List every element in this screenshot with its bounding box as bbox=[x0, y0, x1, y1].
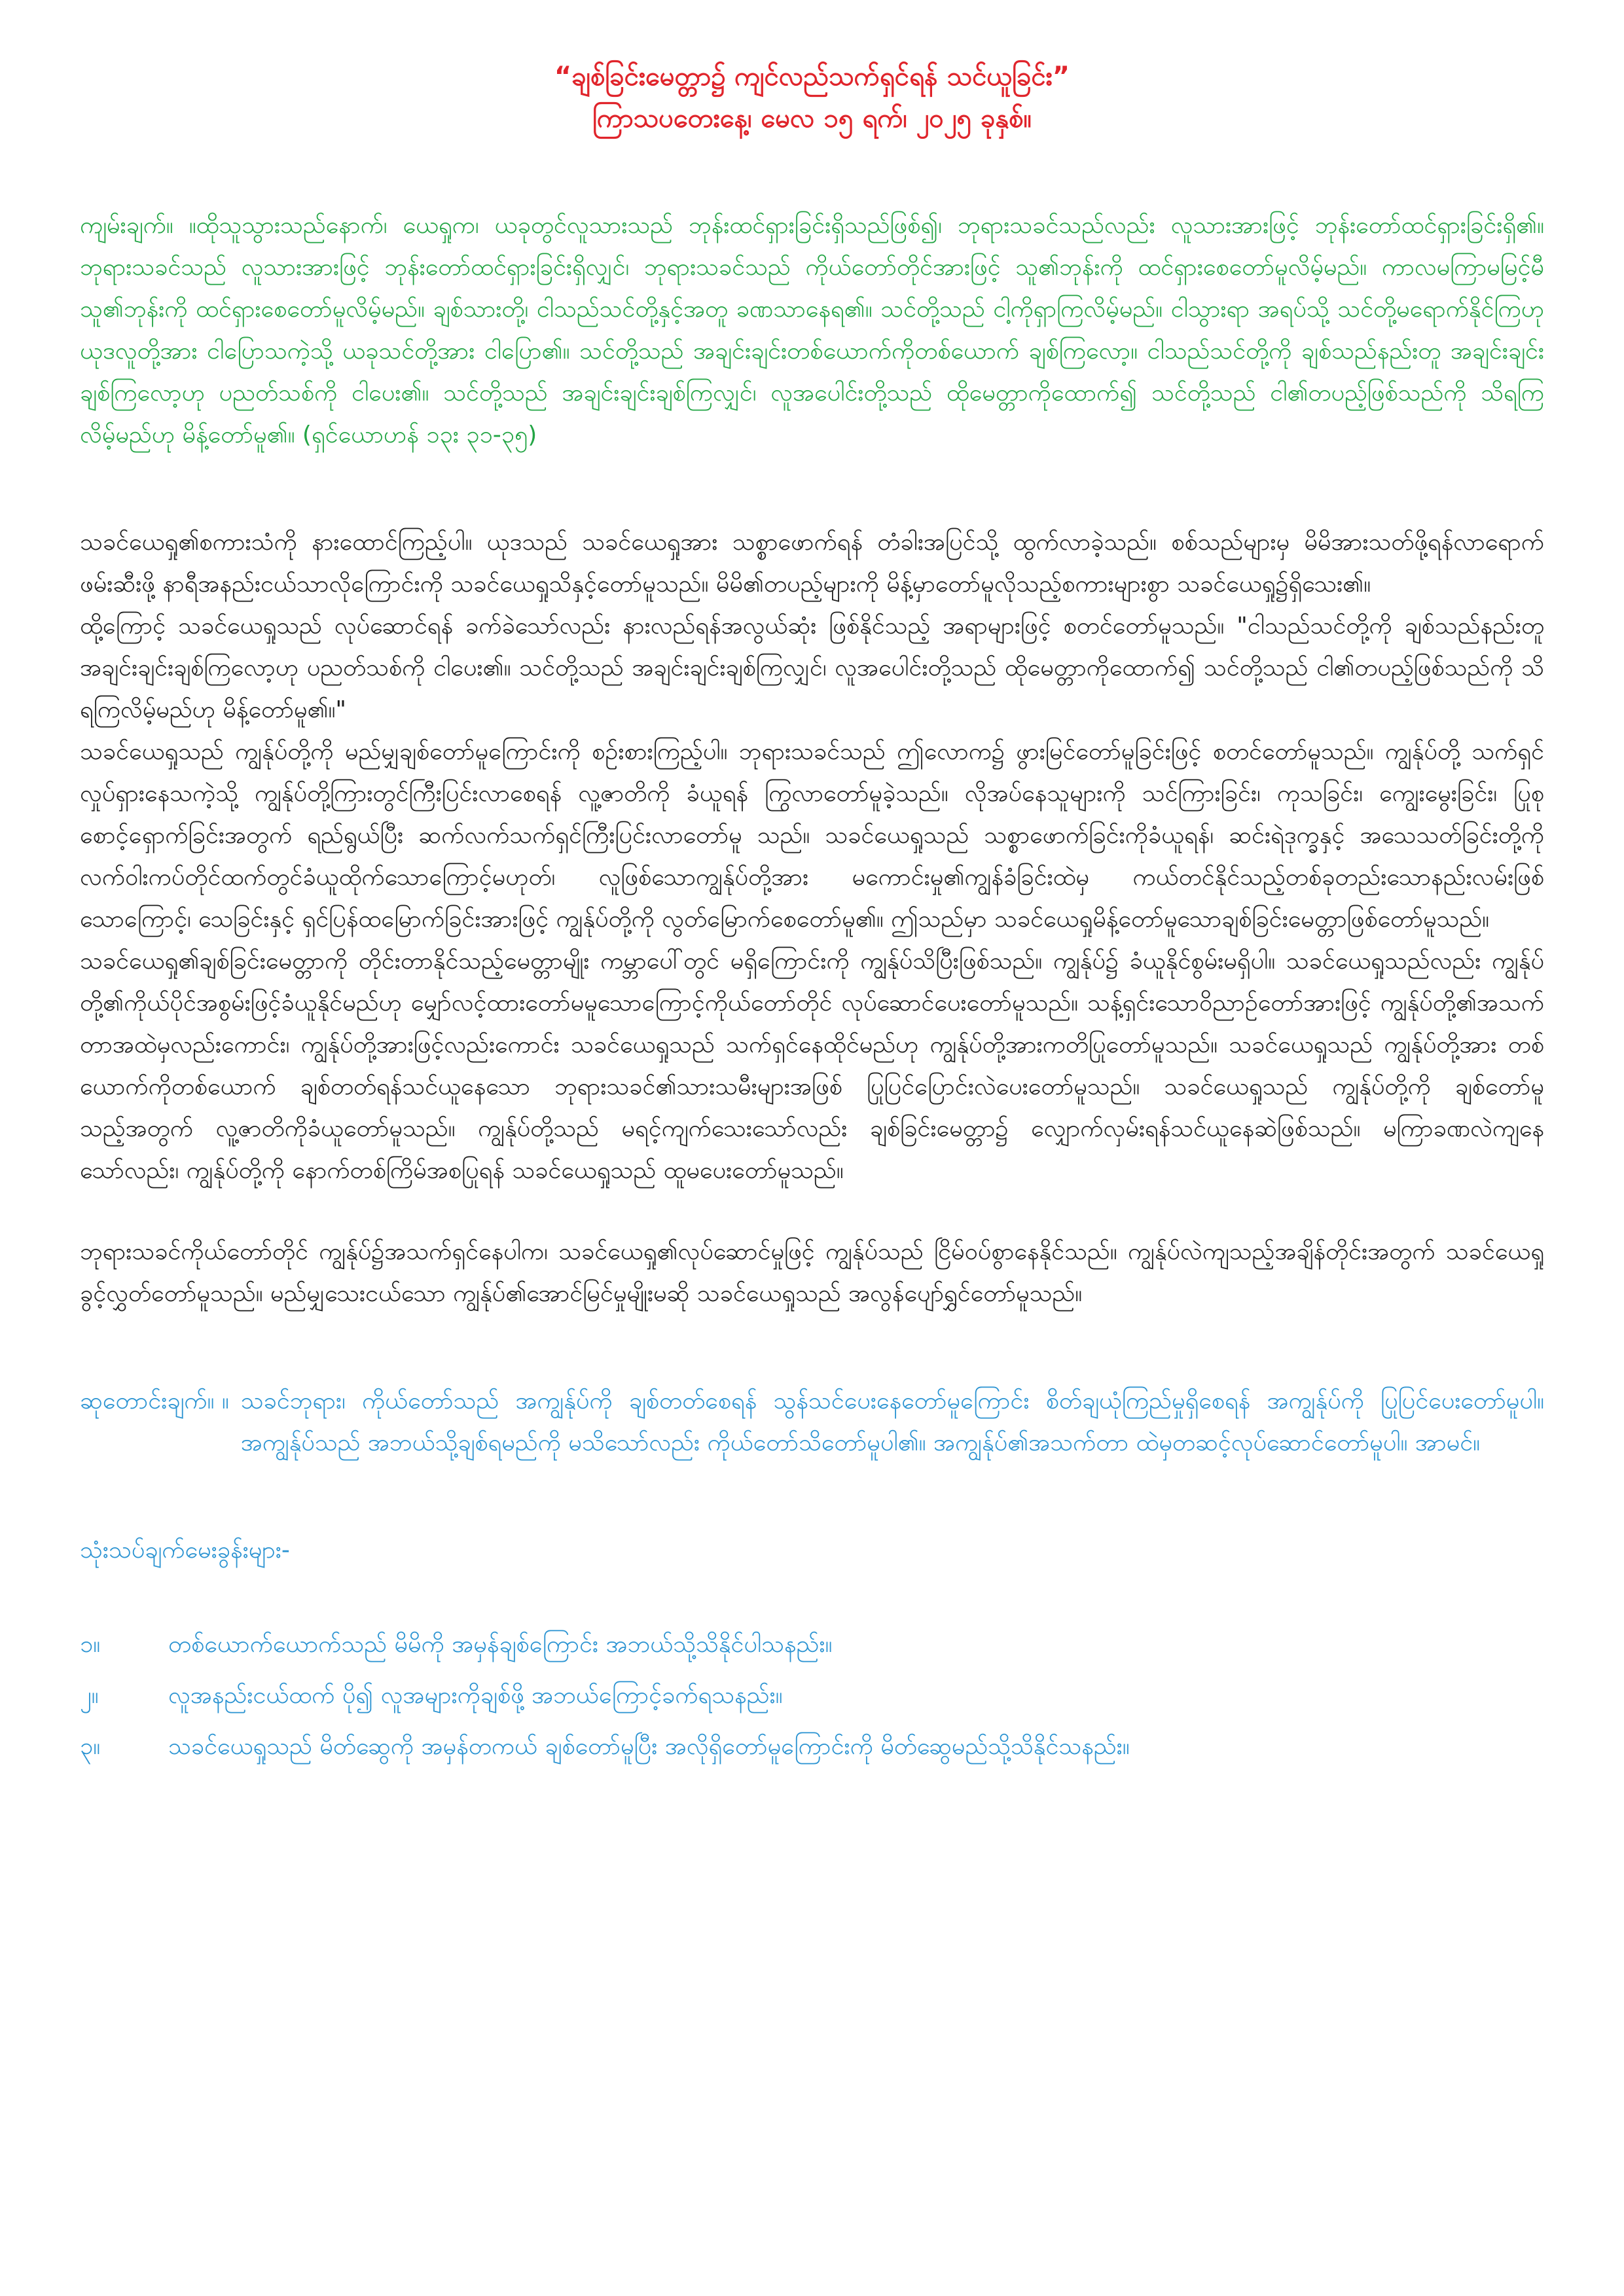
question-text: သခင်ယေရှုသည် မိတ်ဆွေကို အမှန်တကယ် ချစ်တော်မူပြီး အလိုရှိတော်မူကြောင်းကို မိတ်ဆွေမည်သို့သိနိုင်သနည်း။ bbox=[168, 1733, 1130, 1760]
body-paragraph-3: သခင်ယေရှုသည် ကျွန်ုပ်တို့ကို မည်မျှချစ်တော်မူကြောင်းကို စဉ်းစားကြည့်ပါ။ ဘုရားသခင်သည် ဤလောက၌ ဖွားမြင်တော်မူခြင်းဖြင့် စတင်တော်မူသည်။ ကျွန်ုပ်တို့ သက်ရှင်လှုပ်ရှားနေသကဲ့သို့ ကျွန်ုပ်တို့ကြားတွင်ကြီးပြင်းလာစေရန် လူ့ဇာတိကို ခံယူရန် ကြွလာတော်မူခဲ့သည်။ လိုအပ်နေသူများကို သင်ကြားခြင်း၊ ကုသခြင်း၊ ကျွေးမွေးခြင်း၊ ပြုစုစောင့်ရှောက်ခြင်းအတွက် ရည်ရွယ်ပြီး ဆက်လက်သက်ရှင်ကြီးပြင်းလာတော်မူ သည်။ သခင်ယေရှုသည် သစ္စာဖောက်ခြင်းကိုခံယူရန်၊ ဆင်းရဲဒုက္ခနှင့် အသေသတ်ခြင်းတို့ကို လက်ဝါးကပ်တိုင်ထက်တွင်ခံယူထိုက်သောကြောင့်မဟုတ်၊ လူဖြစ်သောကျွန်ုပ်တို့အား မကောင်းမှု၏ကျွန်ခံခြင်းထဲမှ ကယ်တင်နိုင်သည့်တစ်ခုတည်းသောနည်းလမ်းဖြစ်သောကြောင့်၊ သေခြင်းနှင့် ရှင်ပြန်ထမြောက်ခြင်းအားဖြင့် ကျွန်ုပ်တို့ကို လွတ်မြောက်စေတော်မူ၏။ ဤသည်မှာ သခင်ယေရှုမိန့်တော်မူသောချစ်ခြင်းမေတ္တာဖြစ်တော်မူသည်။ bbox=[80, 738, 1544, 933]
devotional-body bbox=[80, 522, 1544, 1315]
prayer-text: သခင်ဘုရား၊ ကိုယ်တော်သည် အကျွန်ုပ်ကို ချစ်တတ်စေရန် သွန်သင်ပေးနေတော်မူကြောင်း စိတ်ချယုံကြည်မှုရှိစေရန် အကျွန်ုပ်ကို ပြုပြင်ပေးတော်မူပါ။ အကျွန်ုပ်သည် အဘယ်သို့ချစ်ရမည်ကို မသိသော်လည်း ကိုယ်တော်သိတော်မူပါ၏။ အကျွန်ုပ်၏အသက်တာ ထဲမှတဆင့်လုပ်ဆောင်တော်မူပါ။ အာမင်။ bbox=[240, 1388, 1544, 1456]
page-date: ကြာသပတေးနေ့၊ မေလ ၁၅ ရက်၊ ၂၀၂၅ ခုနှစ်။ bbox=[592, 103, 1032, 134]
question-number: ၂။ bbox=[80, 1682, 99, 1709]
questions-list bbox=[80, 1624, 1544, 1768]
body-paragraph-5: ဘုရားသခင်ကိုယ်တော်တိုင် ကျွန်ုပ်၌အသက်ရှင်နေပါက၊ သခင်ယေရှု၏လုပ်ဆောင်မှုဖြင့် ကျွန်ုပ်သည် ငြိမ်ဝပ်စွာနေနိုင်သည်။ ကျွန်ုပ်လဲကျသည့်အချိန်တိုင်းအတွက် သခင်ယေရှု ခွင့်လွှတ်တော်မူသည်။ မည်မျှသေးငယ်သော ကျွန်ုပ်၏အောင်မြင်မှုမျိုးမဆို သခင်ယေရှုသည် အလွန်ပျော်ရွှင်တော်မူသည်။ bbox=[80, 1238, 1544, 1307]
question-number: ၃။ bbox=[80, 1733, 101, 1760]
question-text: လူအနည်းငယ်ထက် ပို၍ လူအများကိုချစ်ဖို့ အဘယ်ကြောင့်ခက်ရသနည်း။ bbox=[168, 1682, 783, 1709]
questions-header: သုံးသပ်ချက်မေးခွန်းများ- bbox=[80, 1537, 290, 1564]
question-item bbox=[80, 1726, 1544, 1768]
paragraph-gap bbox=[80, 1192, 1544, 1231]
body-paragraph-4: သခင်ယေရှု၏ချစ်ခြင်းမေတ္တာကို တိုင်းတာနိုင်သည့်မေတ္တာမျိုး ကမ္ဘာပေါ်တွင် မရှိကြောင်းကို ကျွန်ုပ်သိပြီးဖြစ်သည်။ ကျွန်ုပ်၌ ခံယူနိုင်စွမ်းမရှိပါ။ သခင်ယေရှုသည်လည်း ကျွန်ုပ်တို့၏ကိုယ်ပိုင်အစွမ်းဖြင့်ခံယူနိုင်မည်ဟု မျှော်လင့်ထားတော်မမူသောကြောင့်ကိုယ်တော်တိုင် လုပ်ဆောင်ပေးတော်မူသည်။ သန့်ရှင်းသောဝိညာဉ်တော်အားဖြင့် ကျွန်ုပ်တို့၏အသက်တာအထဲမှလည်းကောင်း၊ ကျွန်ုပ်တို့အားဖြင့်လည်းကောင်း သခင်ယေရှုသည် သက်ရှင်နေထိုင်မည်ဟု ကျွန်ုပ်တို့အားကတိပြုတော်မူသည်။ သခင်ယေရှုသည် ကျွန်ုပ်တို့အား တစ်ယောက်ကိုတစ်ယောက် ချစ်တတ်ရန်သင်ယူနေသော ဘုရားသခင်၏သားသမီးများအဖြစ် ပြုပြင်ပြောင်းလဲပေးတော်မူသည်။ သခင်ယေရှုသည် ကျွန်ုပ်တို့ကို ချစ်တော်မူသည့်အတွက် လူ့ဇာတိကိုခံယူတော်မူသည်။ ကျွန်ုပ်တို့သည် မရင့်ကျက်သေးသော်လည်း ချစ်ခြင်းမေတ္တာ၌ လျှောက်လှမ်းရန်သင်ယူနေဆဲဖြစ်သည်။ မကြာခဏလဲကျနေသော်လည်း၊ ကျွန်ုပ်တို့ကို နောက်တစ်ကြိမ်အစပြုရန် သခင်ယေရှုသည် ထူမပေးတော်မူသည်။ bbox=[80, 948, 1544, 1184]
question-text: တစ်ယောက်ယောက်သည် မိမိကို အမှန်ချစ်ကြောင်း အဘယ်သို့သိနိုင်ပါသနည်း။ bbox=[168, 1631, 833, 1658]
body-paragraph-2: ထို့ကြောင့် သခင်ယေရှုသည် လုပ်ဆောင်ရန် ခက်ခဲသော်လည်း နားလည်ရန်အလွယ်ဆုံး ဖြစ်နိုင်သည့် အရာများဖြင့် စတင်တော်မူသည်။ "ငါသည်သင်တို့ကို ချစ်သည်နည်းတူ အချင်းချင်းချစ်ကြလော့ဟု ပညတ်သစ်ကို ငါပေး၏။ သင်တို့သည် အချင်းချင်းချစ်ကြလျှင်၊ လူအပေါင်းတို့သည် ထိုမေတ္တာကိုထောက်၍ သင်တို့သည် ငါ၏တပည့်ဖြစ်သည်ကို သိရကြလိမ့်မည်ဟု မိန့်တော်မူ၏။" bbox=[80, 613, 1544, 723]
question-number: ၁။ bbox=[80, 1631, 101, 1658]
scripture-passage: ကျမ်းချက်။ ။ထိုသူသွားသည်နောက်၊ ယေရှုက၊ ယခုတွင်လူသားသည် ဘုန်းထင်ရှားခြင်းရှိသည်ဖြစ်၍၊ ဘုရားသခင်သည်လည်း လူသားအားဖြင့် ဘုန်းတော်ထင်ရှားခြင်းရှိ၏။ ဘုရားသခင်သည် လူသားအားဖြင့် ဘုန်းတော်ထင်ရှားခြင်းရှိလျှင်၊ ဘုရားသခင်သည် ကိုယ်တော်တိုင်အားဖြင့် သူ၏ဘုန်းကို ထင်ရှားစေတော်မူလိမ့်မည်။ ကာလမကြာမမြင့်မီ သူ၏ဘုန်းကို ထင်ရှားစေတော်မူလိမ့်မည်။ ချစ်သားတို့၊ ငါသည်သင်တို့နှင့်အတူ ခဏသာနေရ၏။ သင်တို့သည် ငါ့ကိုရှာကြလိမ့်မည်။ ငါသွားရာ အရပ်သို့ သင်တို့မရောက်နိုင်ကြဟု ယုဒလူတို့အား ငါပြောသကဲ့သို့ ယခုသင်တို့အား ငါပြော၏။ သင်တို့သည် အချင်းချင်းတစ်ယောက်ကိုတစ်ယောက် ချစ်ကြလော့။ ငါသည်သင်တို့ကို ချစ်သည်နည်းတူ အချင်းချင်းချစ်ကြလော့ဟု ပညတ်သစ်ကို ငါပေး၏။ သင်တို့သည် အချင်းချင်းချစ်ကြလျှင်၊ လူအပေါင်းတို့သည် ထိုမေတ္တာကိုထောက်၍ သင်တို့သည် ငါ၏တပည့်ဖြစ်သည်ကို သိရကြလိမ့်မည်ဟု မိန့်တော်မူ၏။ (ရှင်ယောဟန် ၁၃း ၃၁-၃၅) bbox=[80, 212, 1544, 448]
question-item bbox=[80, 1675, 1544, 1717]
title-block bbox=[80, 56, 1544, 139]
page-title: “ချစ်ခြင်းမေတ္တာ၌ ကျင်လည်သက်ရှင်ရန် သင်ယူခြင်း” bbox=[554, 62, 1070, 92]
body-paragraph-1: သခင်ယေရှု၏စကားသံကို နားထောင်ကြည့်ပါ။ ယုဒသည် သခင်ယေရှုအား သစ္စာဖောက်ရန် တံခါးအပြင်သို့ ထွက်လာခဲ့သည်။ စစ်သည်များမှ မိမိအားသတ်ဖို့ရန်လာရောက်ဖမ်းဆီးဖို့ နာရီအနည်းငယ်သာလိုကြောင်းကို သခင်ယေရှုသိနှင့်တော်မူသည်။ မိမိ၏တပည့်များကို မိန့်မှာတော်မူလိုသည့်စကားများစွာ သခင်ယေရှု၌ရှိသေး၏။ bbox=[80, 529, 1544, 598]
prayer-label: ဆုတောင်းချက်။ ။ bbox=[80, 1388, 229, 1414]
prayer-section bbox=[80, 1380, 1544, 1464]
question-item bbox=[80, 1624, 1544, 1666]
